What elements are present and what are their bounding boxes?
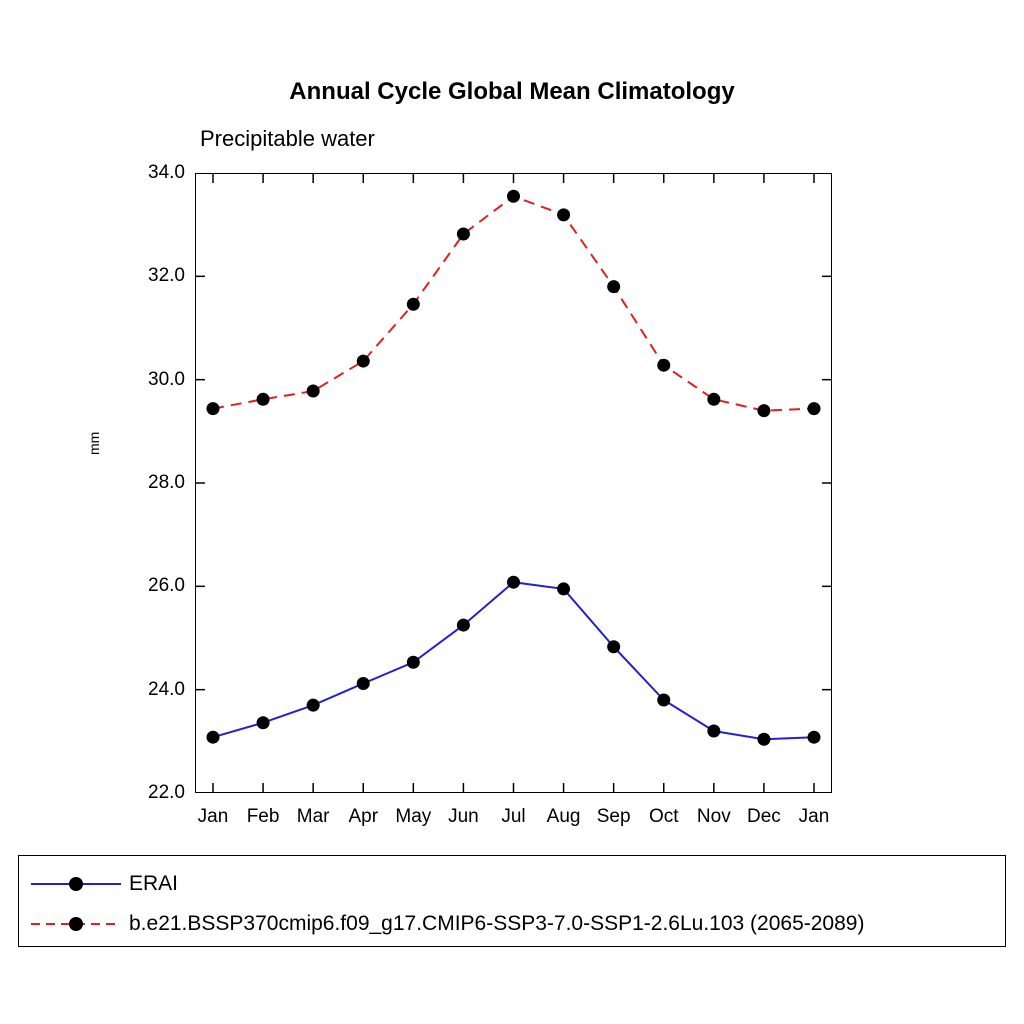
y-axis-label: mm [86, 431, 102, 455]
x-tick-label: May [395, 806, 432, 827]
x-tick-label: Nov [696, 806, 731, 827]
x-tick-label: Sep [596, 806, 631, 827]
x-tick-label: Jun [448, 806, 479, 827]
y-tick-label: 22.0 [148, 782, 185, 803]
x-tick-label: Jan [197, 806, 229, 827]
legend-label-0: ERAI [129, 872, 179, 895]
x-tick-label: Apr [348, 806, 379, 827]
page-title: Annual Cycle Global Mean Climatology [289, 78, 735, 105]
x-tick-label: Mar [296, 806, 330, 827]
x-tick-label: Aug [546, 806, 581, 827]
legend-label-1: b.e21.BSSP370cmip6.f09_g17.CMIP6-SSP3-7.0-SSP1-2.6Lu.103 (2065-2089) [129, 912, 865, 935]
legend-sample-line-1 [31, 904, 121, 944]
x-tick-label: Feb [246, 806, 280, 827]
x-tick-label: Oct [648, 806, 679, 827]
y-tick-label: 30.0 [148, 368, 185, 390]
y-tick-label: 26.0 [148, 575, 185, 597]
chart-subtitle: Precipitable water [200, 126, 375, 151]
legend-item-0 [19, 864, 1005, 904]
y-tick-label: 34.0 [148, 162, 185, 183]
y-tick-label: 24.0 [148, 678, 185, 700]
x-tick-label: Jul [501, 806, 526, 827]
x-tick-label: Jan [798, 806, 830, 827]
legend-item-1 [19, 904, 1005, 944]
y-tick-label: 32.0 [148, 265, 185, 287]
legend-sample-line-0 [31, 864, 121, 904]
x-tick-label: Dec [747, 806, 781, 827]
y-tick-label: 28.0 [148, 472, 185, 493]
legend [18, 855, 1006, 947]
